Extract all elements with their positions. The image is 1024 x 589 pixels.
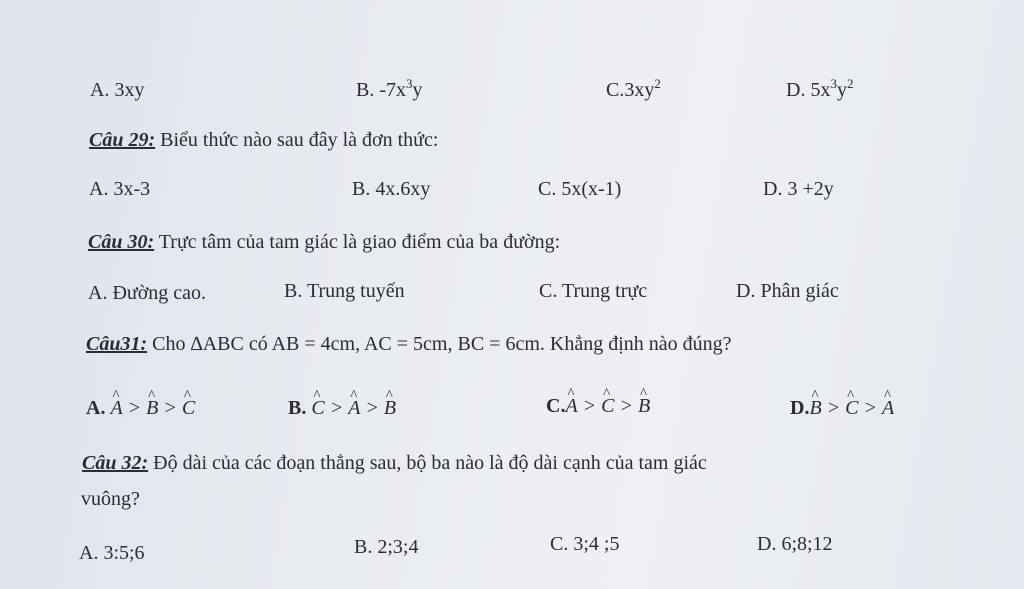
q31-option-a: A. ^ A > ^ B > ^ C <box>86 396 195 420</box>
q32-option-c: C. 3;4 ;5 <box>550 533 620 555</box>
q32-label: Câu 32: <box>82 452 149 474</box>
q30-question <box>88 230 560 254</box>
q29-text: Biểu thức nào sau đây là đơn thức: <box>155 129 439 151</box>
q30-text: Trực tâm của tam giác là giao điểm của ba đường: <box>154 231 561 253</box>
q32-text: Độ dài của các đoạn thẳng sau, bộ ba nào là độ dài cạnh của tam giác <box>148 452 707 474</box>
q32-question-line1 <box>82 451 707 475</box>
q32-option-d: D. 6;8;12 <box>757 533 833 555</box>
q32-question-line2: vuông? <box>81 488 140 510</box>
q31-option-d: D.^ B > ^ C > ^ A <box>790 396 894 420</box>
q31-option-c: C.^ A > ^ C > ^ B <box>546 394 650 418</box>
q30-label: Câu 30: <box>88 231 155 253</box>
q28-option-a: A. 3xy <box>90 79 145 101</box>
q31-text: Cho ∆ABC có AB = 4cm, AC = 5cm, BC = 6cm. Khẳng định nào đúng? <box>147 333 732 355</box>
q30-option-c: C. Trung trực <box>539 280 648 302</box>
q28-option-c: $C.3xy^2$ <box>606 76 661 101</box>
q29-option-c: C. 5x(x-1) <box>538 178 622 200</box>
q31-option-b: B. ^ C > ^ A > ^ B <box>288 396 396 420</box>
q28-option-d: D. $5x^3y^2$ <box>786 76 854 101</box>
q30-option-b: B. Trung tuyến <box>284 280 405 302</box>
q29-option-b: B. 4x.6xy <box>352 178 431 200</box>
q29-label: Câu 29: <box>89 129 156 151</box>
q30-option-d: D. Phân giác <box>736 280 839 302</box>
q29-option-a: A. 3x-3 <box>89 178 151 200</box>
q32-option-a: A. 3:5;6 <box>79 542 145 564</box>
q28-option-b: B. $-7x^3y$ <box>356 76 423 101</box>
q31-question <box>86 332 732 356</box>
q29-option-d: D. 3 +2y <box>763 178 834 200</box>
q30-option-a: A. Đường cao. <box>88 282 207 304</box>
q29-question <box>89 128 438 152</box>
q32-option-b: B. 2;3;4 <box>354 536 419 558</box>
q31-label: Câu31: <box>86 333 148 355</box>
